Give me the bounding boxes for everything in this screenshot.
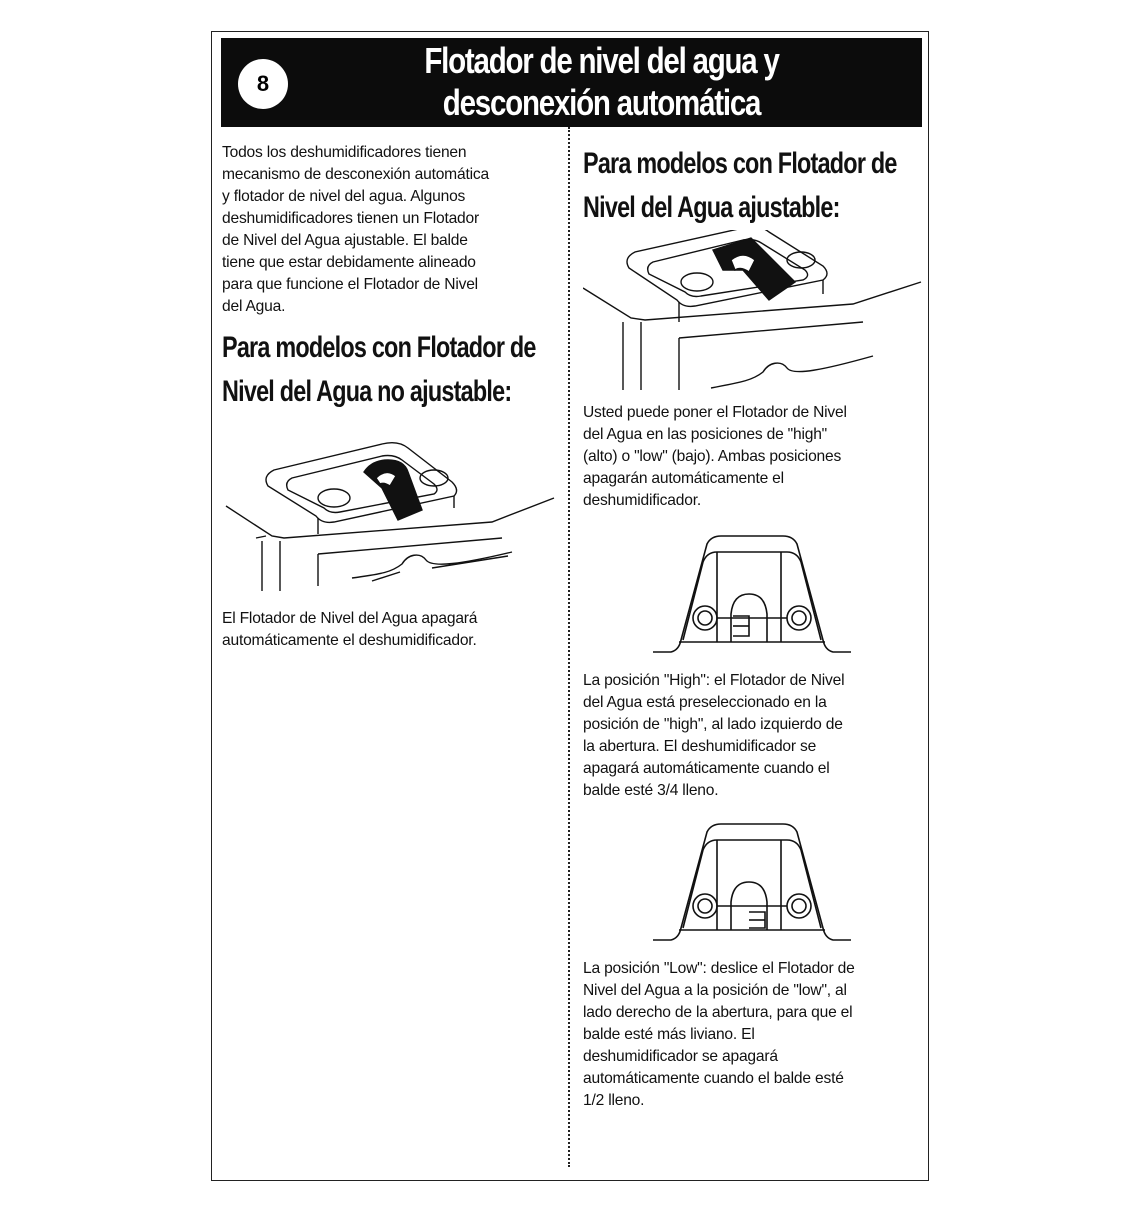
right-heading [583,142,923,230]
heading-line: Para modelos con Flotador de [222,331,536,364]
text-line: para que funcione el Flotador de Nivel [222,276,478,293]
text-line: deshumidificador. [583,492,701,509]
text-line: La posición "Low": deslice el Flotador de [583,960,855,977]
section-title-line-2: desconexión automática [442,82,761,123]
left-column [222,142,560,652]
left-caption [222,608,560,652]
text-line: automáticamente cuando el balde esté [583,1070,844,1087]
text-line: deshumidificadores tienen un Flotador [222,210,479,227]
text-line: del Agua está preseleccionado en la [583,694,827,711]
text-line: del Agua en las posiciones de "high" [583,426,828,443]
text-line: El Flotador de Nivel del Agua apagará [222,610,478,627]
heading-line: Para modelos con Flotador de [583,147,897,180]
column-divider [568,127,570,1167]
text-line: posición de "high", al lado izquierdo de [583,716,843,733]
text-line: de Nivel del Agua ajustable. El balde [222,232,468,249]
left-intro-paragraph [222,142,560,318]
section-banner [221,38,922,127]
low-position-diagram [583,820,923,950]
heading-line: Nivel del Agua no ajustable: [222,375,512,408]
high-position-diagram [583,532,923,662]
text-line: tiene que estar debidamente alineado [222,254,476,271]
text-line: lado derecho de la abertura, para que el [583,1004,853,1021]
text-line: (alto) o "low" (bajo). Ambas posiciones [583,448,842,465]
adjustable-float-illustration [583,230,923,394]
text-line: La posición "High": el Flotador de Nivel [583,672,845,689]
fixed-float-illustration [222,426,560,596]
section-title [355,40,848,124]
section-number-badge: 8 [238,59,288,109]
text-line: mecanismo de desconexión automática [222,166,489,183]
text-line: automáticamente el deshumidificador. [222,632,477,649]
text-line: y flotador de nivel del agua. Algunos [222,188,466,205]
text-line: del Agua. [222,298,286,315]
high-position-text [583,670,923,802]
text-line: balde esté 3/4 lleno. [583,782,719,799]
left-heading [222,326,560,414]
text-line: balde esté más liviano. El [583,1026,755,1043]
text-line: deshumidificador se apagará [583,1048,778,1065]
text-line: 1/2 lleno. [583,1092,645,1109]
text-line: Usted puede poner el Flotador de Nivel [583,404,847,421]
text-line: Todos los deshumidificadores tienen [222,144,467,161]
text-line: apagará automáticamente cuando el [583,760,830,777]
heading-line: Nivel del Agua ajustable: [583,191,840,224]
text-line: apagarán automáticamente el [583,470,784,487]
right-intro-paragraph [583,402,923,512]
text-line: Nivel del Agua a la posición de "low", al [583,982,847,999]
right-column [583,142,923,1112]
text-line: la abertura. El deshumidificador se [583,738,817,755]
low-position-text [583,958,923,1112]
section-title-line-1: Flotador de nivel del agua y [424,40,779,81]
